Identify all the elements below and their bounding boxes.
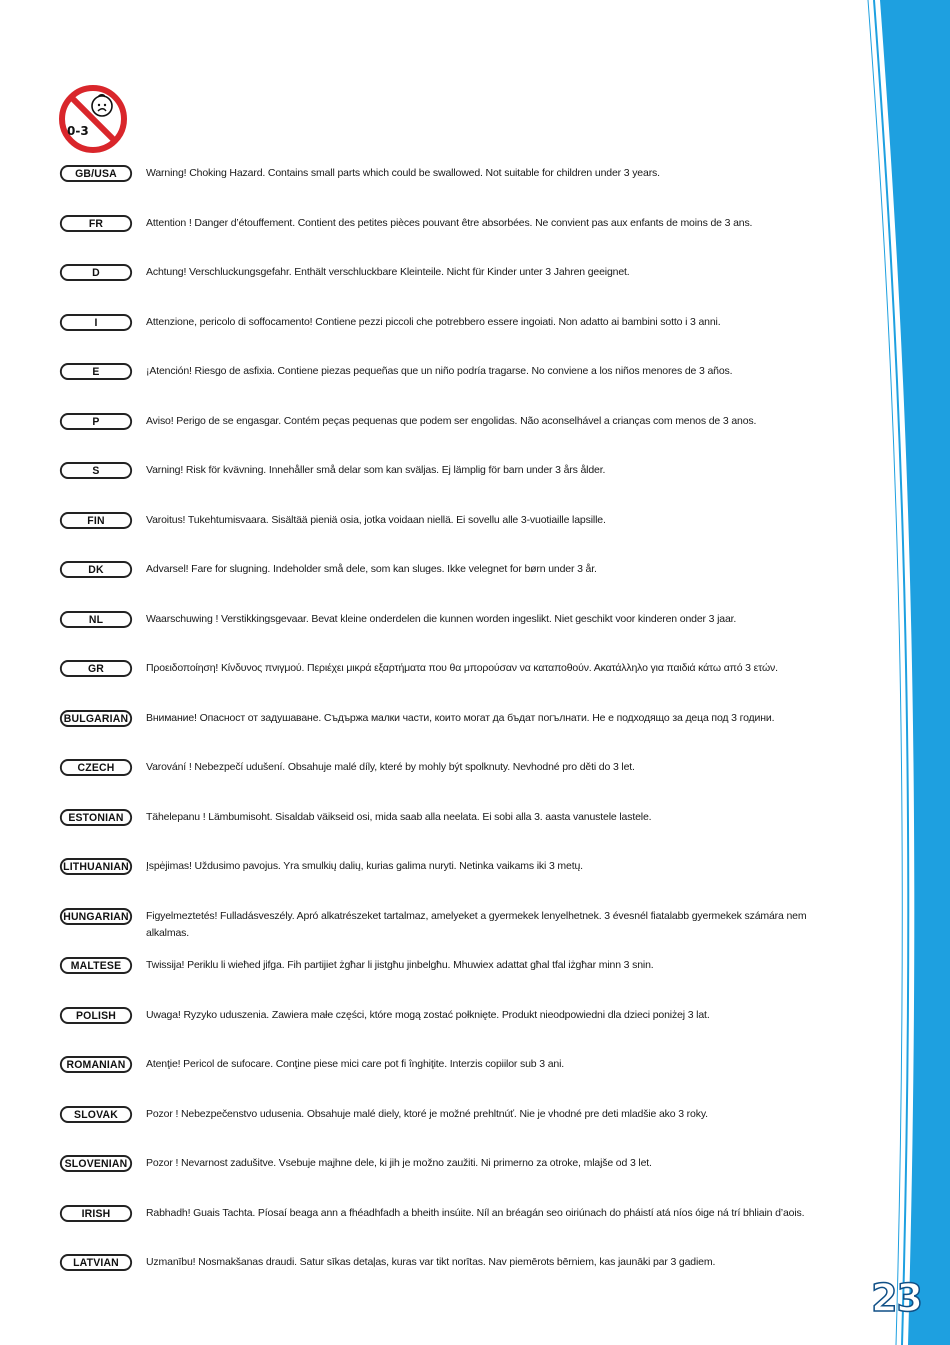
language-badge: IRISH xyxy=(60,1205,132,1222)
warning-row xyxy=(58,462,818,479)
warning-row xyxy=(58,1007,818,1024)
warning-row xyxy=(58,1106,818,1123)
warning-text: ¡Atención! Riesgo de asfixia. Contiene piezas pequeñas que un niño podría tragarse. No conviene a los niños menores de 3 años. xyxy=(146,365,733,377)
warning-text: Aviso! Perigo de se engasgar. Contém peças pequenas que podem ser engolidas. Não aconselhável a crianças com menos de 3 anos. xyxy=(146,415,757,427)
warning-text: Προειδοποίηση! Κίνδυνος πνιγμού. Περιέχει μικρά εξαρτήματα που θα μπορούσαν να καταποθούν. Ακατάλληλο για παιδιά κάτω από 3 ετών. xyxy=(146,662,778,674)
warning-row xyxy=(58,512,818,529)
warning-row xyxy=(58,759,818,776)
language-badge: ROMANIAN xyxy=(60,1056,132,1073)
warning-text: Varování ! Nebezpečí udušení. Obsahuje malé díly, které by mohly být spolknuty. Nevhodné pro děti do 3 let. xyxy=(146,761,635,773)
language-badge: FR xyxy=(60,215,132,232)
language-badge: LITHUANIAN xyxy=(60,858,132,875)
warning-row xyxy=(58,215,818,232)
warning-row xyxy=(58,314,818,331)
warning-row xyxy=(58,710,818,727)
side-accent-band xyxy=(840,0,950,1345)
warning-text: Tähelepanu ! Lämbumisoht. Sisaldab väikseid osi, mida saab alla neelata. Ei sobi alla 3. aasta vanustele lastele. xyxy=(146,811,652,823)
language-badge: D xyxy=(60,264,132,281)
warning-text: Внимание! Опасност от задушаване. Съдържа малки части, които могат да бъдат погълнати. Не е подходящо за деца под 3 години. xyxy=(146,712,775,724)
warning-row xyxy=(58,561,818,578)
page-number: 23 xyxy=(871,1276,922,1320)
language-badge: SLOVAK xyxy=(60,1106,132,1123)
warning-row xyxy=(58,413,818,430)
language-badge: DK xyxy=(60,561,132,578)
warning-row xyxy=(58,858,818,875)
language-badge: NL xyxy=(60,611,132,628)
language-badge: LATVIAN xyxy=(60,1254,132,1271)
language-badge: E xyxy=(60,363,132,380)
warning-row xyxy=(58,809,818,826)
warning-row xyxy=(58,1056,818,1073)
warning-text: Rabhadh! Guais Tachta. Píosaí beaga ann a fhéadhfadh a bheith insúite. Níl an bréagán seo oiriúnach do pháistí atá níos óige ná trí bhliain d’aois. xyxy=(146,1207,805,1219)
warning-text: Figyelmeztetés! Fulladásveszély. Apró alkatrészeket tartalmaz, amelyeket a gyermekek lenyelhetnek. 3 évesnél fiatalabb gyermekek számára nem alkalmas. xyxy=(146,910,807,939)
no-children-under-3-icon xyxy=(58,84,128,154)
language-badge: P xyxy=(60,413,132,430)
language-badge: I xyxy=(60,314,132,331)
warning-row xyxy=(58,611,818,628)
language-badge: HUNGARIAN xyxy=(60,908,132,925)
warning-row xyxy=(58,1205,818,1222)
warning-text: Pozor ! Nebezpečenstvo udusenia. Obsahuje malé diely, ktoré je možné prehltnúť. Nie je vhodné pre deti mladšie ako 3 roky. xyxy=(146,1108,708,1120)
language-badge: GR xyxy=(60,660,132,677)
language-badge: FIN xyxy=(60,512,132,529)
warning-text: Advarsel! Fare for slugning. Indeholder små dele, som kan sluges. Ikke velegnet for børn under 3 år. xyxy=(146,563,597,575)
warning-text: Waarschuwing ! Verstikkingsgevaar. Bevat kleine onderdelen die kunnen worden ingeslikt. Niet geschikt voor kinderen onder 3 jaar. xyxy=(146,613,737,625)
language-badge: BULGARIAN xyxy=(60,710,132,727)
warning-text: Attention ! Danger d’étouffement. Contient des petites pièces pouvant être absorbées. Ne convient pas aux enfants de moins de 3 ans. xyxy=(146,217,753,229)
warning-text: Atenţie! Pericol de sufocare. Conţine piese mici care pot fi înghiţite. Interzis copiilor sub 3 ani. xyxy=(146,1058,565,1070)
warning-text: Achtung! Verschluckungsgefahr. Enthält verschluckbare Kleinteile. Nicht für Kinder unter 3 Jahren geeignet. xyxy=(146,266,630,278)
language-badge: POLISH xyxy=(60,1007,132,1024)
warning-row xyxy=(58,660,818,677)
warning-text: Attenzione, pericolo di soffocamento! Contiene pezzi piccoli che potrebbero essere ingoiati. Non adatto ai bambini sotto i 3 anni. xyxy=(146,316,721,328)
language-badge: CZECH xyxy=(60,759,132,776)
warning-row xyxy=(58,165,818,182)
language-badge: ESTONIAN xyxy=(60,809,132,826)
warning-text: Varoitus! Tukehtumisvaara. Sisältää pieniä osia, jotka voidaan niellä. Ei sovellu alle 3-vuotiaille lapsille. xyxy=(146,514,606,526)
warning-text: Warning! Choking Hazard. Contains small parts which could be swallowed. Not suitable for children under 3 years. xyxy=(146,167,660,179)
warning-text: Uzmanību! Nosmakšanas draudi. Satur sīkas detaļas, kuras var tikt norītas. Nav piemērots bērniem, kas jaunāki par 3 gadiem. xyxy=(146,1256,716,1268)
warning-text: Įspėjimas! Uždusimo pavojus. Yra smulkių dalių, kurias galima nuryti. Netinka vaikams iki 3 metų. xyxy=(146,860,583,872)
warning-row xyxy=(58,264,818,281)
language-badge: SLOVENIAN xyxy=(60,1155,132,1172)
warning-text: Twissija! Periklu li wieħed jifga. Fih partijiet żgħar li jistgħu jinbelgħu. Mhuwiex adattat għal tfal iżgħar minn 3 snin. xyxy=(146,959,654,971)
warning-row xyxy=(58,908,818,942)
warning-row xyxy=(58,957,818,974)
warning-row xyxy=(58,1155,818,1172)
warning-text: Pozor ! Nevarnost zadušitve. Vsebuje majhne dele, ki jih je možno zaužiti. Ni primerno za otroke, mlajše od 3 let. xyxy=(146,1157,652,1169)
warning-row xyxy=(58,1254,818,1271)
language-badge: GB/USA xyxy=(60,165,132,182)
warning-row xyxy=(58,363,818,380)
age-range-label: 0-3 xyxy=(67,124,89,138)
warning-text: Varning! Risk för kvävning. Innehåller små delar som kan sväljas. Ej lämplig för barn under 3 års ålder. xyxy=(146,464,606,476)
language-badge: S xyxy=(60,462,132,479)
language-badge: MALTESE xyxy=(60,957,132,974)
warning-text: Uwaga! Ryzyko uduszenia. Zawiera małe części, które mogą zostać połknięte. Produkt nieodpowiedni dla dzieci poniżej 3 lat. xyxy=(146,1009,710,1021)
